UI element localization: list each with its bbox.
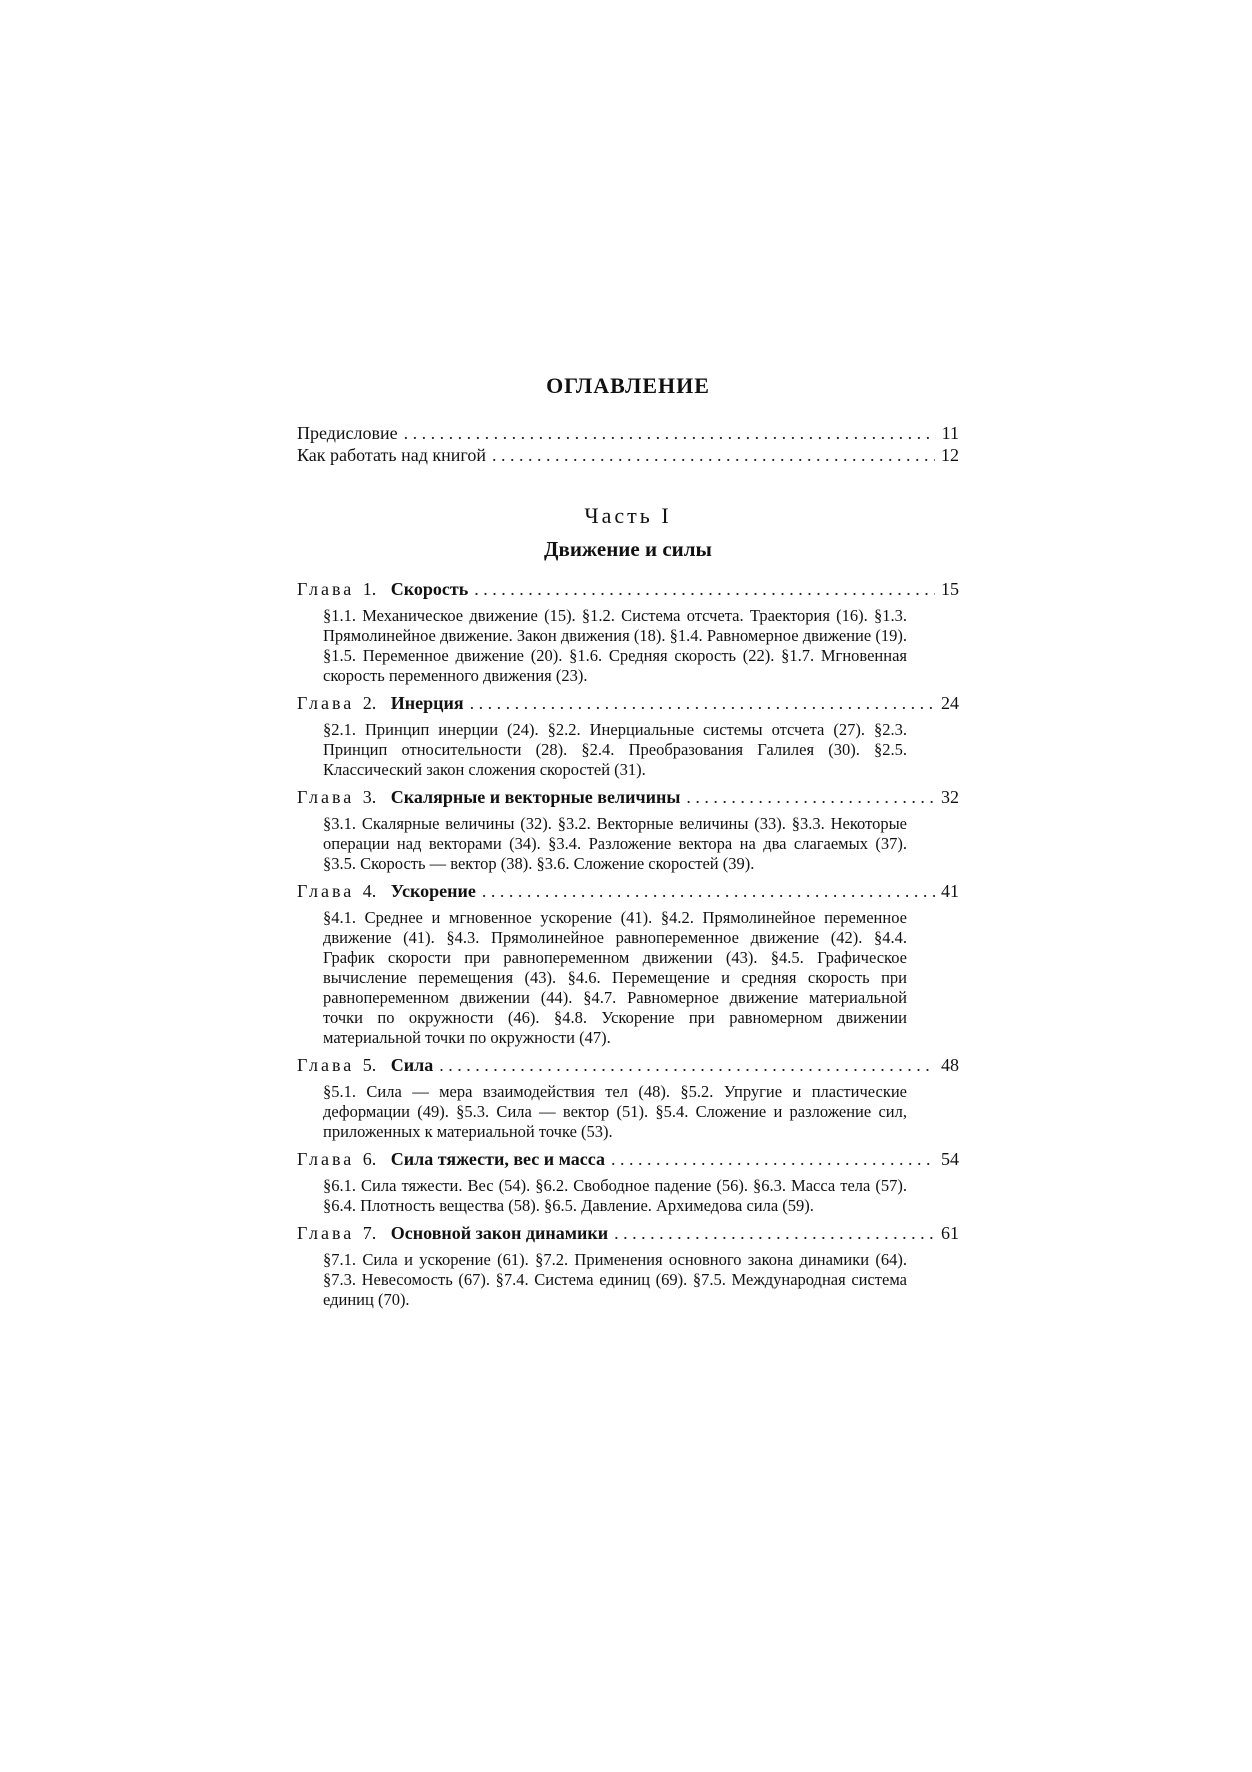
dot-leader: [611, 1148, 935, 1170]
dot-leader: [492, 444, 935, 466]
chapter-entry[interactable]: [297, 578, 959, 600]
chapter-number: 4.: [362, 881, 377, 901]
dot-leader: [470, 692, 935, 714]
chapter-entry[interactable]: [297, 786, 959, 808]
chapter-entry[interactable]: [297, 692, 959, 714]
chapter-title: Скорость: [390, 579, 469, 599]
chapter-title: Инерция: [390, 693, 464, 713]
chapter-6: [297, 1148, 959, 1216]
dot-leader: [482, 880, 935, 902]
table-of-contents: [297, 372, 959, 1316]
dot-leader: [614, 1222, 935, 1244]
toc-entry-how-to-work[interactable]: [297, 444, 959, 466]
chapter-sections: §3.1. Скалярные величины (32). §3.2. Векторные величины (33). §3.3. Некоторые операции над векторами (34). §3.4. Разложение вектора на два слагаемых (37). §3.5. Скорость — вектор (38). §3.6. Сложение скоростей (39).: [323, 814, 907, 873]
dot-leader: [686, 786, 935, 808]
chapter-sections: §2.1. Принцип инерции (24). §2.2. Инерциальные системы отсчета (27). §2.3. Принцип относительности (28). §2.4. Преобразования Галилея (30). §2.5. Классический закон сложения скоростей (31).: [323, 720, 907, 779]
page-number: 11: [941, 423, 959, 443]
chapter-prefix: Глава: [297, 881, 355, 901]
chapter-prefix: Глава: [297, 579, 355, 599]
chapter-entry[interactable]: [297, 1054, 959, 1076]
chapter-sections: §1.1. Механическое движение (15). §1.2. Система отсчета. Траектория (16). §1.3. Прямолинейное движение. Закон движения (18). §1.4. Равномерное движение (19). §1.5. Переменное движение (20). §1.6. Средняя скорость (22). §1.7. Мгновенная скорость переменного движения (23).: [323, 606, 907, 685]
chapter-number: 1.: [362, 579, 377, 599]
entry-label: Как работать над книгой: [297, 445, 486, 465]
chapter-title: Скалярные и векторные величины: [390, 787, 681, 807]
dot-leader: [439, 1054, 935, 1076]
dot-leader: [404, 422, 936, 444]
chapter-sections: §5.1. Сила — мера взаимодействия тел (48). §5.2. Упругие и пластические деформации (49). §5.3. Сила — вектор (51). §5.4. Сложение и разложение сил, приложенных к материальной точке (53).: [323, 1082, 907, 1141]
chapter-5: [297, 1054, 959, 1142]
chapter-prefix: Глава: [297, 1055, 355, 1075]
chapter-1: [297, 578, 959, 686]
page-number: 32: [941, 787, 959, 807]
chapter-number: 5.: [362, 1055, 377, 1075]
entry-label: Предисловие: [297, 423, 398, 443]
toc-title: ОГЛАВЛЕНИЕ: [546, 373, 710, 398]
chapter-entry[interactable]: [297, 1222, 959, 1244]
chapter-2: [297, 692, 959, 780]
page-number: 54: [941, 1149, 959, 1169]
chapter-prefix: Глава: [297, 693, 355, 713]
chapter-4: [297, 880, 959, 1048]
part-title: Движение и силы: [544, 537, 712, 561]
chapter-title: Сила: [390, 1055, 434, 1075]
page-number: 15: [941, 579, 959, 599]
chapter-number: 6.: [362, 1149, 377, 1169]
chapter-prefix: Глава: [297, 787, 355, 807]
chapter-prefix: Глава: [297, 1149, 355, 1169]
chapter-sections: §6.1. Сила тяжести. Вес (54). §6.2. Свободное падение (56). §6.3. Масса тела (57). §6.4. Плотность вещества (58). §6.5. Давление. Архимедова сила (59).: [323, 1176, 907, 1215]
chapter-sections: §4.1. Среднее и мгновенное ускорение (41). §4.2. Прямолинейное переменное движение (41). §4.3. Прямолинейное равнопеременное движение (42). §4.4. График скорости при равнопеременном движении (43). §4.5. Графическое вычисление перемещения (43). §4.6. Перемещение и средняя скорость при равнопеременном движении (44). §4.7. Равномерное движение материальной точки по окружности (46). §4.8. Ускорение при равномерном движении материальной точки по окружности (47).: [323, 908, 907, 1047]
chapter-entry[interactable]: [297, 1148, 959, 1170]
chapter-prefix: Глава: [297, 1223, 355, 1243]
chapter-3: [297, 786, 959, 874]
toc-entry-preface[interactable]: [297, 422, 959, 444]
page-number: 12: [941, 445, 959, 465]
dot-leader: [474, 578, 935, 600]
chapter-number: 7.: [362, 1223, 377, 1243]
chapter-number: 3.: [362, 787, 377, 807]
part-label: Часть I: [584, 503, 672, 528]
chapter-7: [297, 1222, 959, 1310]
chapter-number: 2.: [362, 693, 377, 713]
chapter-title: Основной закон динамики: [390, 1223, 609, 1243]
chapter-title: Сила тяжести, вес и масса: [390, 1149, 605, 1169]
page-number: 41: [941, 881, 959, 901]
chapter-title: Ускорение: [390, 881, 476, 901]
page-number: 24: [941, 693, 959, 713]
page-number: 61: [941, 1223, 959, 1243]
chapter-entry[interactable]: [297, 880, 959, 902]
page-number: 48: [941, 1055, 959, 1075]
chapter-sections: §7.1. Сила и ускорение (61). §7.2. Применения основного закона динамики (64). §7.3. Невесомость (67). §7.4. Система единиц (69). §7.5. Международная система единиц (70).: [323, 1250, 907, 1309]
